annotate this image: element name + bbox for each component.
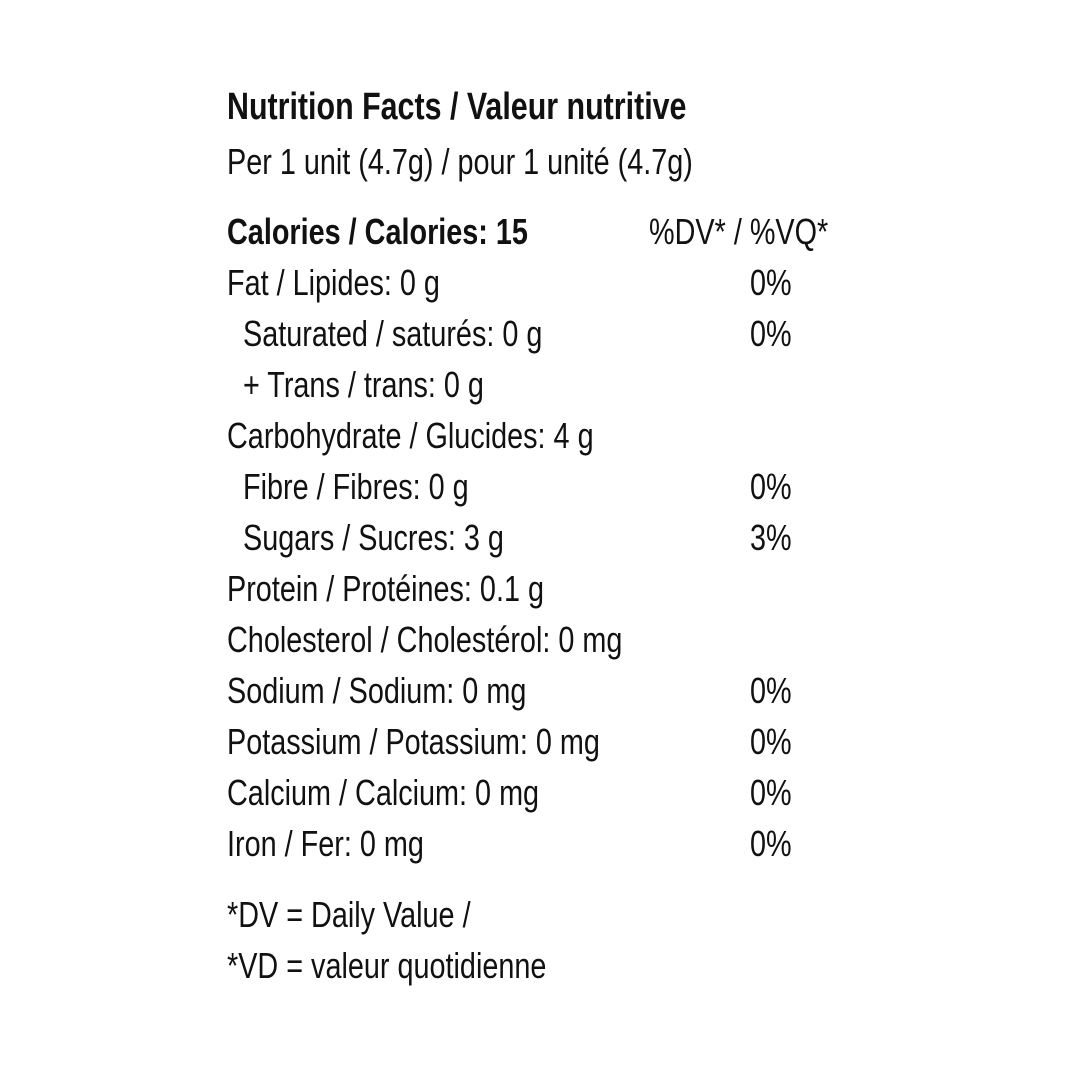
label-title-text: Nutrition Facts / Valeur nutritive [227, 86, 687, 128]
nutrient-name [227, 819, 473, 869]
nutrient-name-text: Saturated / saturés: 0 g [243, 313, 543, 354]
nutrient-dv [750, 309, 802, 359]
nutrient-dv-text: 0% [750, 262, 792, 303]
nutrient-name [243, 309, 617, 359]
nutrient-name-text: Fat / Lipides: 0 g [227, 262, 440, 303]
nutrient-name-text: Protein / Protéines: 0.1 g [227, 568, 544, 609]
nutrient-name [227, 768, 617, 818]
nutrient-name-text: Sodium / Sodium: 0 mg [227, 670, 527, 711]
nutrient-name-text: Carbohydrate / Glucides: 4 g [227, 415, 594, 456]
footnote-dv-french [227, 941, 626, 991]
nutrient-name-text: Sugars / Sucres: 3 g [243, 517, 504, 558]
nutrient-row-cholesterol [227, 615, 907, 665]
calories-text: Calories / Calories: 15 [227, 211, 528, 252]
nutrient-name [227, 564, 623, 614]
nutrient-name [243, 462, 525, 512]
nutrient-name-text: Fibre / Fibres: 0 g [243, 466, 469, 507]
nutrient-row-sugars [227, 513, 907, 563]
dv-heading-text: %DV* / %VQ* [649, 211, 829, 252]
nutrient-name-text: Potassium / Potassium: 0 mg [227, 721, 600, 762]
nutrient-name [227, 717, 693, 767]
nutrient-name [227, 258, 493, 308]
nutrient-name [227, 615, 721, 665]
nutrient-name [227, 666, 601, 716]
nutrient-name-text: Iron / Fer: 0 mg [227, 823, 424, 864]
nutrient-row-fibre [227, 462, 907, 512]
nutrient-row-potassium [227, 717, 907, 767]
nutrient-name [243, 513, 569, 563]
dv-heading [649, 207, 873, 257]
nutrient-dv-text: 0% [750, 313, 792, 354]
nutrient-dv-text: 0% [750, 466, 792, 507]
nutrient-dv-text: 0% [750, 823, 792, 864]
nutrient-dv-text: 0% [750, 670, 792, 711]
calories-label [227, 207, 603, 257]
footnote-dv-english [227, 890, 531, 940]
label-title [227, 82, 801, 132]
nutrient-name [243, 360, 544, 410]
nutrient-dv [750, 768, 802, 818]
nutrient-dv [750, 462, 802, 512]
nutrient-dv-text: 0% [750, 772, 792, 813]
nutrient-name-text: Cholesterol / Cholestérol: 0 mg [227, 619, 623, 660]
nutrient-dv [750, 666, 802, 716]
nutrient-dv [750, 513, 802, 563]
nutrient-name [227, 411, 685, 461]
nutrition-facts-panel [227, 82, 907, 1002]
nutrient-dv [750, 258, 802, 308]
nutrient-dv-text: 3% [750, 517, 792, 558]
nutrient-name-text: Calcium / Calcium: 0 mg [227, 772, 540, 813]
footnote-line-1: *DV = Daily Value / [227, 894, 471, 935]
nutrient-dv [750, 717, 802, 767]
calories-row [227, 207, 907, 257]
serving-size-text: Per 1 unit (4.7g) / pour 1 unité (4.7g) [227, 141, 693, 182]
nutrient-row-iron [227, 819, 907, 869]
serving-size [227, 137, 809, 187]
nutrient-row-fat [227, 258, 907, 308]
nutrient-row-calcium [227, 768, 907, 818]
nutrient-row-saturated [227, 309, 907, 359]
nutrient-dv-text: 0% [750, 721, 792, 762]
nutrient-row-sodium [227, 666, 907, 716]
nutrient-row-protein [227, 564, 907, 614]
nutrient-row-trans [227, 360, 907, 410]
nutrient-name-text: + Trans / trans: 0 g [243, 364, 484, 405]
nutrient-row-carbohydrate [227, 411, 907, 461]
nutrient-dv [750, 819, 802, 869]
footnote-line-2: *VD = valeur quotidienne [227, 945, 547, 986]
